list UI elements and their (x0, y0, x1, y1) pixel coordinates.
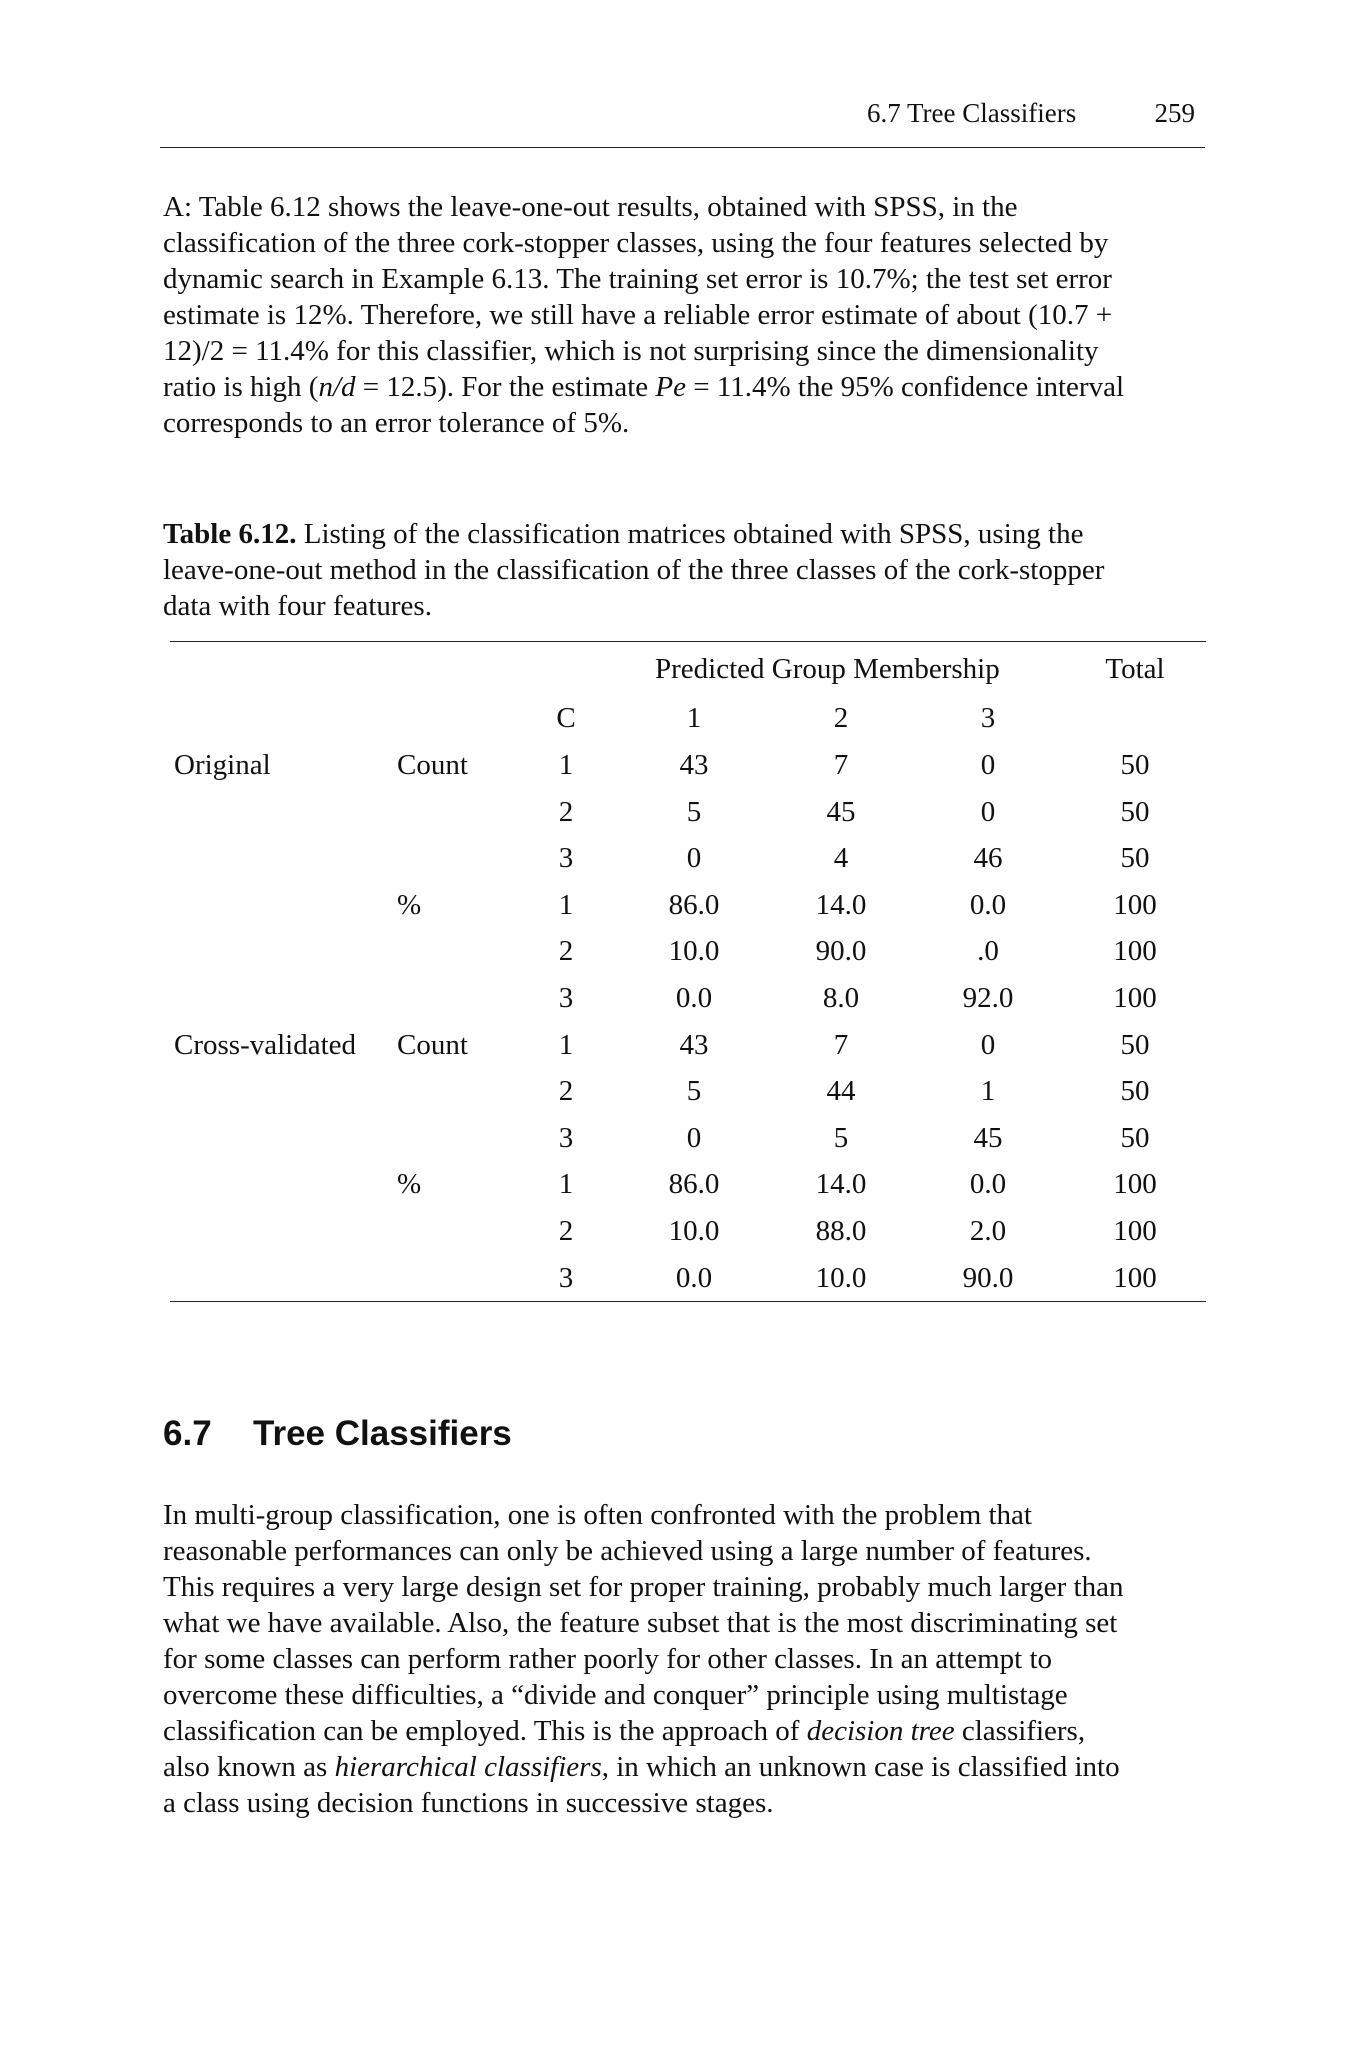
cell-pred-3: 90.0 (962, 1261, 1014, 1294)
header-col-3: 3 (980, 702, 996, 734)
text-line: overcome these difficulties, a “divide and conquer” principle using multistage (163, 1679, 1068, 1711)
cell-total: 100 (1113, 1261, 1157, 1294)
text-line: A: Table 6.12 shows the leave-one-out results, obtained with SPSS, in the (163, 191, 1018, 223)
row-group-label: Cross-validated (174, 1028, 357, 1061)
italic-term: hierarchical classifiers (334, 1751, 602, 1783)
section-paragraph (163, 1497, 1203, 1821)
text-line: This requires a very large design set for proper training, probably much larger than (163, 1571, 1124, 1603)
header-c: C (556, 702, 576, 734)
section-title: Tree Classifiers (253, 1414, 512, 1453)
italic-term: decision tree (806, 1715, 955, 1747)
cell-total: 50 (1120, 795, 1150, 828)
cell-pred-2: 4 (833, 842, 849, 875)
cell-pred-3: 0.0 (969, 888, 1007, 921)
cell-pred-3: 0 (980, 795, 996, 828)
cell-pred-3: 2.0 (969, 1215, 1007, 1247)
cell-pred-1: 43 (679, 749, 709, 781)
text-line-last: a class using decision functions in successive stages. (163, 1787, 774, 1819)
answer-paragraph (163, 189, 1203, 441)
cell-pred-2: 14.0 (815, 888, 867, 921)
cell-pred-1: 86.0 (668, 888, 720, 921)
table-top-rule (170, 641, 1206, 642)
row-class: 2 (558, 1215, 574, 1247)
cell-pred-2: 90.0 (815, 935, 867, 968)
cell-pred-1: 10.0 (668, 1215, 720, 1247)
header-rule (160, 147, 1205, 148)
cell-pred-3: 0 (980, 749, 996, 781)
text-line: what we have available. Also, the feature subset that is the most discriminating set (163, 1607, 1118, 1639)
cell-pred-1: 5 (686, 1075, 702, 1108)
cell-total: 100 (1113, 1215, 1157, 1247)
cell-pred-1: 5 (686, 795, 702, 828)
row-stat-label: % (397, 888, 422, 921)
cell-pred-2: 88.0 (815, 1215, 867, 1247)
table-caption (163, 516, 1203, 624)
text-run: = 12.5). For the estimate (355, 371, 656, 403)
cell-pred-3: 92.0 (962, 982, 1014, 1014)
row-class: 1 (558, 888, 574, 921)
caption-line (163, 516, 1203, 552)
section-number: 6.7 (163, 1414, 212, 1453)
text-run: = 11.4% the 95% confidence interval (685, 371, 1125, 403)
cell-total: 50 (1120, 842, 1150, 875)
running-head-title: 6.7 Tree Classifiers (867, 98, 1077, 128)
cell-total: 50 (1120, 1121, 1150, 1154)
text-line: In multi-group classification, one is often confronted with the problem that (163, 1499, 1032, 1531)
text-line: for some classes can perform rather poorly for other classes. In an attempt to (163, 1643, 1053, 1675)
cell-pred-2: 7 (833, 1028, 849, 1061)
row-stat-label: Count (397, 749, 468, 781)
text-line: 12)/2 = 11.4% for this classifier, which is not surprising since the dimensionality (163, 335, 1099, 367)
header-col-2: 2 (833, 702, 849, 734)
table-bottom-rule (170, 1301, 1206, 1302)
cell-total: 50 (1120, 1028, 1150, 1061)
row-group-label: Original (174, 749, 271, 781)
cell-pred-2: 7 (833, 749, 849, 781)
cell-pred-3: 45 (973, 1121, 1003, 1154)
cell-pred-2: 5 (833, 1121, 849, 1154)
text-run: classifiers, (954, 1715, 1086, 1747)
row-class: 2 (558, 1075, 574, 1108)
caption-label: Table 6.12. (163, 518, 297, 550)
row-class: 2 (558, 935, 574, 968)
cell-pred-1: 10.0 (668, 935, 720, 968)
row-class: 1 (558, 1028, 574, 1061)
text-line (163, 1749, 1203, 1785)
row-class: 1 (558, 1168, 574, 1201)
math-pe: Pe (655, 371, 686, 403)
row-class: 3 (558, 982, 574, 1014)
cell-pred-1: 0.0 (675, 982, 713, 1014)
text-line: reasonable performances can only be achieved using a large number of features. (163, 1535, 1092, 1567)
cell-pred-1: 0 (686, 842, 702, 875)
text-run: , in which an unknown case is classified into (601, 1751, 1120, 1783)
text-line-last: corresponds to an error tolerance of 5%. (163, 407, 630, 439)
cell-pred-1: 0.0 (675, 1261, 713, 1294)
cell-pred-3: 0.0 (969, 1168, 1007, 1201)
math-nd: n/d (318, 371, 356, 403)
section-heading (163, 1414, 512, 1454)
cell-total: 100 (1113, 1168, 1157, 1201)
caption-text: Listing of the classification matrices obtained with SPSS, using the (296, 518, 1084, 550)
text-run: ratio is high ( (163, 371, 319, 403)
row-stat-label: Count (397, 1028, 468, 1061)
header-col-1: 1 (686, 702, 702, 734)
cell-pred-1: 43 (679, 1028, 709, 1061)
cell-total: 100 (1113, 935, 1157, 968)
cell-pred-2: 45 (826, 795, 856, 828)
cell-total: 50 (1120, 1075, 1150, 1108)
row-class: 3 (558, 842, 574, 875)
cell-total: 100 (1113, 888, 1157, 921)
caption-line: leave-one-out method in the classification of the three classes of the cork-stopper (163, 554, 1105, 586)
running-head (160, 98, 1205, 138)
caption-line-last: data with four features. (163, 590, 432, 622)
row-class: 3 (558, 1121, 574, 1154)
cell-pred-3: 0 (980, 1028, 996, 1061)
row-class: 3 (558, 1261, 574, 1294)
text-run: classification can be employed. This is the approach of (163, 1715, 807, 1747)
cell-total: 100 (1113, 982, 1157, 1014)
cell-pred-2: 44 (826, 1075, 856, 1108)
header-predicted: Predicted Group Membership (655, 653, 1000, 685)
cell-pred-1: 86.0 (668, 1168, 720, 1201)
page-number: 259 (1154, 98, 1195, 128)
cell-pred-2: 8.0 (822, 982, 860, 1014)
cell-pred-2: 10.0 (815, 1261, 867, 1294)
text-line (163, 1713, 1203, 1749)
text-line: classification of the three cork-stopper classes, using the four features selected by (163, 227, 1109, 259)
cell-pred-2: 14.0 (815, 1168, 867, 1201)
cell-pred-3: 46 (973, 842, 1003, 875)
text-line (163, 369, 1203, 405)
cell-total: 50 (1120, 749, 1150, 781)
row-class: 1 (558, 749, 574, 781)
text-line: dynamic search in Example 6.13. The training set error is 10.7%; the test set error (163, 263, 1112, 295)
cell-pred-1: 0 (686, 1121, 702, 1154)
cell-pred-3: .0 (977, 935, 999, 968)
row-stat-label: % (397, 1168, 422, 1201)
header-total: Total (1105, 653, 1165, 685)
text-line: estimate is 12%. Therefore, we still have a reliable error estimate of about (10.7 + (163, 299, 1113, 331)
text-run: also known as (163, 1751, 335, 1783)
row-class: 2 (558, 795, 574, 828)
cell-pred-3: 1 (980, 1075, 996, 1108)
